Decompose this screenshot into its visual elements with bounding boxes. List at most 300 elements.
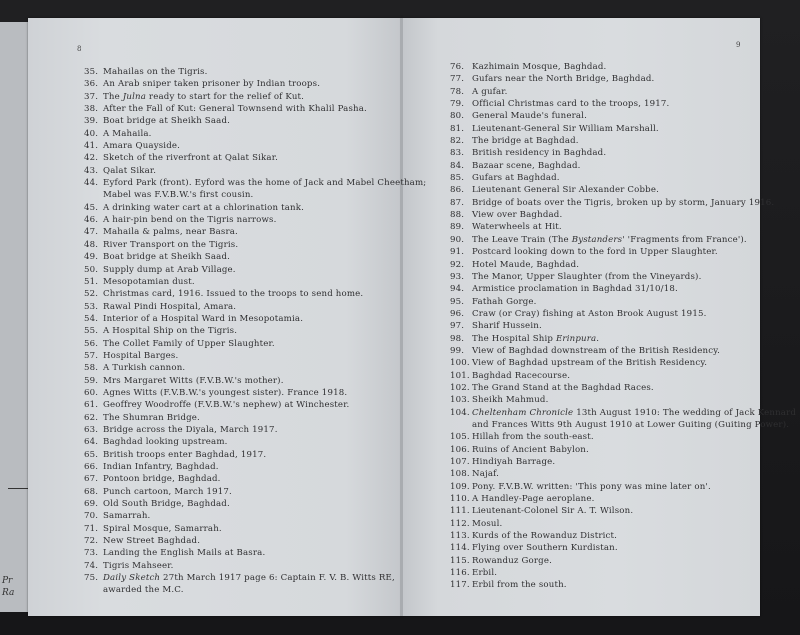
item-caption [472,382,654,394]
item-caption [472,147,606,159]
caption-text: The [103,91,123,102]
item-caption [103,177,426,202]
caption-text: Landing the English Mails at Basra. [103,548,266,559]
item-caption [472,333,599,345]
caption-text: Najaf. [472,469,500,480]
caption-text: Boat bridge at Sheikh Saad. [103,252,231,263]
caption-text: 'Fragments from France'). [624,234,747,245]
item-caption [103,239,238,251]
right-illustration-list [450,61,797,592]
caption-text: Supply dump at Arab Village. [103,264,236,275]
item-caption [472,184,659,196]
list-item [84,572,395,597]
item-caption [103,301,236,313]
caption-text: British residency in Baghdad. [472,148,607,159]
list-item [84,313,390,325]
caption-text: View of Baghdad upstream of the British Residency. [472,358,708,369]
caption-text: Lieutenant General Sir Alexander Cobbe. [472,185,660,196]
caption-text: Fathah Gorge. [472,296,537,307]
list-item [450,481,750,493]
item-number: 50. [84,264,99,275]
list-item [84,91,390,103]
item-caption [472,259,579,271]
list-item [84,177,427,202]
caption-text: Pony. F.V.B.W. written: 'This pony was mine later on'. [472,481,711,492]
item-number: 74. [84,560,99,571]
caption-text: A Mahaila. [103,128,152,139]
caption-text: Lieutenant-General Sir William Marshall. [472,123,659,134]
item-caption [472,431,594,443]
left-illustration-list [84,66,427,597]
list-item [450,345,750,357]
item-caption [472,345,720,357]
item-caption [472,86,508,98]
item-caption [472,160,581,172]
caption-text: Geoffrey Woodroffe (F.V.B.W.'s nephew) at Winchester. [103,400,350,411]
item-number: 113. [450,531,470,542]
item-caption [103,436,228,448]
caption-text: Samarrah. [103,511,151,522]
item-caption [103,535,200,547]
item-caption [472,283,678,295]
list-item [450,493,750,505]
item-caption [472,135,579,147]
item-caption [472,481,711,493]
item-number: 114. [450,543,470,554]
list-item [450,135,750,147]
caption-text: Bridge across the Diyala, March 1917. [103,424,278,435]
item-caption [103,276,195,288]
item-number: 57. [84,350,99,361]
item-number: 59. [84,375,99,386]
item-caption [103,338,275,350]
item-number: 69. [84,499,99,510]
item-caption [472,308,707,320]
list-item [84,461,390,473]
caption-text: The Grand Stand at the Baghdad Races. [472,382,654,393]
underlying-page [0,22,31,612]
caption-text: Spiral Mosque, Samarrah. [103,523,222,534]
item-number: 38. [84,104,99,115]
item-caption [103,214,277,226]
item-caption [103,473,221,485]
list-item [450,530,750,542]
list-item [84,103,390,115]
item-number: 84. [450,160,465,171]
list-item [450,147,750,159]
list-item [450,357,750,369]
item-caption [472,221,562,233]
item-caption [103,498,230,510]
item-number: 90. [450,234,465,245]
caption-text: Flying over Southern Kurdistan. [472,543,618,554]
item-number: 41. [84,141,99,152]
item-caption [472,320,542,332]
caption-text: Amara Quayside. [103,141,181,152]
caption-text: Boat bridge at Sheikh Saad. [103,116,231,127]
item-number: 89. [450,222,465,233]
item-caption [472,530,617,542]
caption-text: General Maude's funeral. [472,111,588,122]
list-item [84,436,390,448]
item-caption [472,61,606,73]
caption-italic-title: Daily Sketch [103,573,161,584]
list-item [450,468,750,480]
list-item [450,73,750,85]
item-caption [472,468,499,480]
item-caption [472,518,502,530]
caption-text: The Collet Family of Upper Slaughter. [103,338,275,349]
caption-text: A Hospital Ship on the Tigris. [103,326,238,337]
item-caption [472,73,654,85]
list-item [450,518,750,530]
list-item [84,214,390,226]
caption-text: Erbil from the south. [472,580,567,591]
list-item [84,264,390,276]
item-number: 45. [84,202,99,213]
item-number: 115. [450,555,470,566]
item-number: 110. [450,494,470,505]
list-item [450,246,750,258]
item-caption [103,264,236,276]
caption-text: Lieutenant-Colonel Sir A. T. Wilson. [472,506,634,517]
caption-text: Armistice proclamation in Baghdad 31/10/18. [472,284,678,295]
item-number: 79. [450,99,465,110]
caption-text: Tigris Mahseer. [103,560,174,571]
list-item [450,160,750,172]
list-item [84,523,390,535]
caption-text: Hindiyah Barrage. [472,457,556,467]
item-number: 37. [84,91,99,102]
list-item [450,320,750,332]
item-caption [103,251,230,263]
item-caption [103,523,222,535]
item-number: 80. [450,111,465,122]
item-caption [103,165,156,177]
item-number: 68. [84,486,99,497]
caption-text: Baghdad Racecourse. [472,370,571,381]
item-number: 108. [450,469,470,480]
item-number: 49. [84,252,99,263]
caption-text: Rawal Pindi Hospital, Amara. [103,301,237,312]
caption-text: Kurds of the Rowanduz District. [472,531,618,542]
caption-text: New Street Baghdad. [103,536,201,547]
item-caption [472,98,669,110]
list-item [450,172,750,184]
item-caption [472,567,497,579]
item-caption [103,140,180,152]
caption-text: Mosul. [472,518,503,529]
item-number: 107. [450,457,470,467]
caption-text: Official Christmas card to the troops, 1917. [472,99,670,110]
list-item [450,456,750,468]
item-number: 109. [450,481,470,492]
item-caption [103,325,237,337]
caption-text: Ruins of Ancient Babylon. [472,444,589,455]
item-caption [103,103,367,115]
item-number: 100. [450,358,470,369]
list-item [450,197,775,209]
item-caption [103,375,284,387]
item-number: 73. [84,548,99,559]
caption-text: 27th March 1917 page 6: Captain F. V. B. Witts RE, [160,573,395,584]
caption-text: Indian Infantry, Baghdad. [103,462,219,472]
item-number: 101. [450,370,470,381]
item-number: 103. [450,395,470,406]
item-number: 94. [450,284,465,295]
list-item [84,535,390,547]
item-caption [472,444,589,456]
list-item [450,61,750,73]
caption-italic-title: Erinpura [555,333,597,344]
caption-text: Rowanduz Gorge. [472,555,552,566]
item-caption [472,110,587,122]
item-number: 55. [84,326,99,337]
item-number: 63. [84,424,99,435]
item-number: 62. [84,412,99,423]
caption-text: Bridge of boats over the Tigris, broken up by storm, January 1916. [472,197,775,208]
caption-text: Gufars at Baghdad. [472,173,560,184]
item-caption [103,128,152,140]
caption-text: Sharif Hussein. [472,321,542,332]
item-number: 72. [84,536,99,547]
item-caption [472,555,552,567]
item-number: 104. [450,407,470,418]
list-item [84,424,390,436]
list-item [84,251,390,263]
item-number: 87. [450,197,465,208]
item-caption [103,449,266,461]
item-number: 98. [450,333,465,344]
item-number: 42. [84,153,99,164]
item-caption [472,370,570,382]
item-caption [103,560,174,572]
list-item [84,78,390,90]
caption-text: A gufar. [472,86,508,97]
item-number: 47. [84,227,99,238]
list-item [450,505,750,517]
item-caption [103,202,304,214]
list-item [84,202,390,214]
caption-text: Old South Bridge, Baghdad. [103,499,230,510]
item-number: 48. [84,239,99,250]
item-number: 58. [84,363,99,374]
list-item [84,449,390,461]
item-number: 53. [84,301,99,312]
list-item [84,510,390,522]
caption-text: Hillah from the south-east. [472,432,594,443]
item-number: 56. [84,338,99,349]
item-number: 81. [450,123,465,134]
item-number: 96. [450,308,465,319]
item-caption [472,246,718,258]
caption-text: Qalat Sikar. [103,165,157,176]
caption-text: 13th August 1910: The wedding of Jack Kennard [573,407,797,418]
list-item [450,444,750,456]
caption-text: Eyford Park (front). Eyford was the home of Jack and Mabel Cheetham; [103,178,427,189]
item-number: 60. [84,387,99,398]
item-caption [103,387,347,399]
caption-italic-title: Julna [122,91,147,102]
caption-text: Pontoon bridge, Baghdad. [103,474,221,485]
caption-text: The Manor, Upper Slaughter (from the Vineyards). [472,271,702,282]
item-caption [103,510,150,522]
item-caption [472,234,747,246]
item-number: 35. [84,67,99,77]
list-item [450,431,750,443]
caption-text: Mesopotamian dust. [103,276,195,287]
item-caption [103,486,232,498]
list-item [450,579,750,591]
item-number: 95. [450,296,465,307]
item-number: 66. [84,462,99,472]
item-caption [103,399,349,411]
caption-text: Christmas card, 1916. Issued to the troops to send home. [103,289,364,300]
list-item [450,98,750,110]
list-item [84,128,390,140]
item-caption [103,226,238,238]
caption-text: River Transport on the Tigris. [103,239,239,250]
list-item [450,209,750,221]
list-item [84,301,390,313]
item-caption [472,542,618,554]
list-item [84,486,390,498]
left-page-number: 8 [77,45,82,53]
item-number: 86. [450,185,465,196]
item-number: 61. [84,400,99,411]
list-item [84,66,390,78]
item-number: 99. [450,345,465,356]
item-caption [472,123,659,135]
list-item [84,239,390,251]
list-item [450,221,750,233]
list-item [84,498,390,510]
list-item [450,394,750,406]
list-item [450,308,750,320]
caption-text: Mahaila & palms, near Basra. [103,227,238,238]
list-item [84,412,390,424]
caption-text: View over Baghdad. [472,210,563,221]
caption-text: A Handley-Page aeroplane. [472,494,595,505]
item-caption [472,357,707,369]
list-item [84,115,390,127]
item-caption [103,461,219,473]
item-number: 85. [450,173,465,184]
item-caption [472,271,702,283]
list-item [84,325,390,337]
caption-text: ready to start for the relief of Kut. [146,91,305,102]
caption-text: A hair-pin bend on the Tigris narrows. [103,215,277,226]
list-item [450,86,750,98]
item-caption [103,362,185,374]
caption-text: Gufars near the North Bridge, Baghdad. [472,74,655,85]
caption-text: The bridge at Baghdad. [472,136,579,147]
list-item [84,140,390,152]
caption-text: The Hospital Ship [472,333,556,344]
list-item [84,152,390,164]
item-number: 40. [84,128,99,139]
item-caption [472,209,562,221]
item-caption [103,288,363,300]
item-caption [472,407,796,432]
list-item [84,387,390,399]
item-caption [472,394,549,406]
caption-text: A Turkish cannon. [103,363,186,374]
caption-text: Craw (or Cray) fishing at Aston Brook August 1915. [472,308,707,319]
item-number: 97. [450,321,465,332]
caption-text: Baghdad looking upstream. [103,437,228,448]
item-caption [472,579,567,591]
right-page-number: 9 [736,41,741,49]
list-item [450,271,750,283]
edge-fragment: Ra [2,588,15,598]
item-number: 93. [450,271,465,282]
caption-text: After the Fall of Kut: General Townsend with Khalil Pasha. [103,104,367,115]
list-item [84,399,390,411]
caption-text: An Arab sniper taken prisoner by Indian troops. [103,79,321,90]
item-number: 64. [84,437,99,448]
list-item [450,184,750,196]
item-number: 75. [84,573,99,584]
list-item [450,110,750,122]
caption-text: Punch cartoon, March 1917. [103,486,232,497]
caption-continuation: awarded the M.C. [103,585,184,596]
item-caption [103,350,178,362]
list-item [84,226,390,238]
item-caption [103,313,303,325]
list-item [84,338,390,350]
caption-text: Sheikh Mahmud. [472,395,549,406]
caption-text: View of Baghdad downstream of the British Residency. [472,345,721,356]
caption-text: Hotel Maude, Baghdad. [472,259,580,270]
item-number: 88. [450,210,465,221]
list-item [450,333,750,345]
item-number: 46. [84,215,99,226]
caption-continuation: and Frances Witts 9th August 1910 at Lower Guiting (Guiting Power). [472,419,790,430]
item-number: 70. [84,511,99,522]
item-number: 36. [84,79,99,90]
list-item [84,560,390,572]
book-gutter [400,18,403,616]
caption-text: Bazaar scene, Baghdad. [472,160,581,171]
item-caption [103,547,265,559]
caption-text: Sketch of the riverfront at Qalat Sikar. [103,153,278,164]
item-number: 91. [450,247,465,258]
caption-text: Interior of a Hospital Ward in Mesopotamia. [103,313,304,324]
item-number: 82. [450,136,465,147]
list-item [450,555,750,567]
caption-text: Agnes Witts (F.V.B.W.'s youngest sister). France 1918. [103,387,348,398]
item-caption [472,505,633,517]
list-item [450,407,797,432]
caption-text: Mahailas on the Tigris. [103,67,208,77]
edge-fragment: Pr [2,576,13,586]
caption-continuation: Mabel was F.V.B.W.'s first cousin. [103,190,254,201]
list-item [450,123,750,135]
item-number: 43. [84,165,99,176]
item-number: 116. [450,568,470,579]
item-number: 39. [84,116,99,127]
item-caption [103,572,395,597]
list-item [450,567,750,579]
item-caption [472,456,555,468]
item-number: 67. [84,474,99,485]
item-number: 71. [84,523,99,534]
list-item [450,296,750,308]
caption-text: Hospital Barges. [103,350,179,361]
list-item [450,370,750,382]
item-caption [103,152,278,164]
